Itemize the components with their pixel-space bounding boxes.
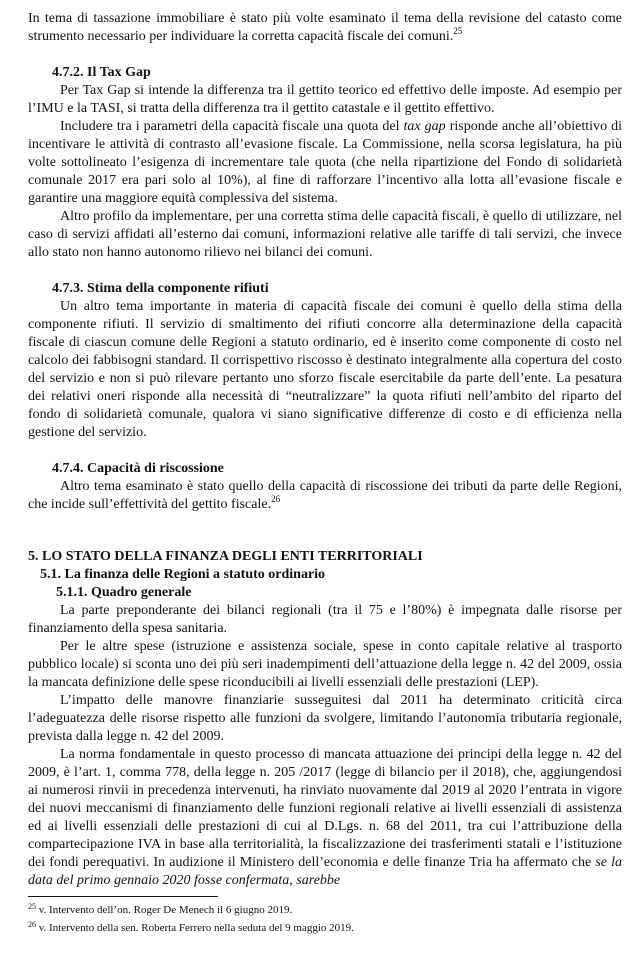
finanza-paragraph-4: La norma fondamentale in questo processo di mancata attuazione dei principi della legge n. 42 del 2009, è l’art. 1, comma 778, della legge n. 205 /2017 (legge di bilancio per il 2018), che, aggiungendosi ai numerosi rinvii in precedenza intervenuti, ha rinviato nuovamente dal 2019 al 2020 l’entrata in vigore dei nuovi meccanismi di finanziamento delle funzioni regionali relative ai livelli essenziali di assistenza ed ai livelli essenziali delle prestazioni di cui al D.Lgs. n. 68 del 2011, tra cui l’attribuzione della compartecipazione IVA in base alla territorialità, la fiscalizzazione dei trasferimenti statali e l’istituzione dei fondi perequativi. In audizione il Ministero dell’economia e delle finanze Tria ha affermato che se la data del primo gennaio 2020 fosse confermata, sarebbe <box>28 747 622 888</box>
section-4-7-2-title: 4.7.2. Il Tax Gap <box>52 65 151 80</box>
document-page <box>28 10 622 890</box>
footnotes <box>28 896 622 937</box>
tax-gap-paragraph-3: Altro profilo da implementare, per una corretta stima delle capacità fiscali, è quello di utilizzare, nel caso di servizi affidati all’esterno dai comuni, informazioni relative alle tariffe di tali servizi, che invece allo stato non hanno autonomo rilievo nei bilanci dei comuni. <box>28 209 622 260</box>
section-4-7-4-title: 4.7.4. Capacità di riscossione <box>52 461 224 476</box>
intro-paragraph: In tema di tassazione immobiliare è stato più volte esaminato il tema della revisione del catasto come strumento necessario per individuare la corretta capacità fiscale dei comuni.$^{25}$ <box>28 11 622 44</box>
footnote-25: $^{25}$ v. Intervento dell’on. Roger De Menech il 6 giugno 2019. <box>28 902 293 916</box>
rifiuti-paragraph: Un altro tema importante in materia di capacità fiscale dei comuni è quello della stima della componente rifiuti. Il servizio di smaltimento dei rifiuti concorre alla determinazione della capacità fiscale di ciascun comune delle Regioni a statuto ordinario, ed è inserito come componente di costo nel calcolo dei fabbisogni standard. Il corrispettivo riscosso è destinato integralmente alla copertura del costo del servizio e non si può rilevare pertanto uno sforzo fiscale esercitabile da parte dell’ente. La pesatura dei relativi oneri risponde alla necessità di “neutralizzare” la quota rifiuti nell’ambito del riparto del fondo di solidarietà comunale, qualora vi siano significative differenze di costo e di efficienza nella gestione del servizio. <box>28 299 622 440</box>
tax-gap-paragraph-1: Per Tax Gap si intende la differenza tra il gettito teorico ed effettivo delle imposte. Ad esempio per l’IMU e la TASI, si tratta della differenza tra il gettito catastale e il gettito effettivo. <box>28 83 622 116</box>
footnote-divider <box>28 896 218 897</box>
footnote-ref-25[interactable]: 25 <box>453 26 463 36</box>
section-5-1-title: 5.1. La finanza delle Regioni a statuto ordinario <box>40 567 326 582</box>
finanza-paragraph-3: L’impatto delle manovre finanziarie susseguitesi dal 2011 ha determinato criticità circa l’adeguatezza delle risorse rispetto alle funzioni da svolgere, limitando l’autonomia tributaria regionale, prevista dalla legge n. 42 del 2009. <box>28 693 622 744</box>
section-5-title: 5. LO STATO DELLA FINANZA DEGLI ENTI TERRITORIALI <box>28 549 423 564</box>
footnote-ref-26[interactable]: 26 <box>271 494 281 504</box>
tax-gap-paragraph-2: Includere tra i parametri della capacità fiscale una quota del tax gap risponde anche all’obiettivo di incentivare le attività di contrasto all’evasione fiscale. La Commissione, nella scorsa legislatura, ha più volte sottolineato l’esigenza di incrementare tale quota (che nella ripartizione del Fondo di solidarietà comunale 2017 era pari solo al 10%), al fine di rafforzare l’incentivo alla lotta all’evasione fiscale e garantire una maggiore equità complessiva del sistema. <box>28 119 622 206</box>
section-4-7-3-title: 4.7.3. Stima della componente rifiuti <box>52 281 269 296</box>
finanza-paragraph-1: La parte preponderante dei bilanci regionali (tra il 75 e l’80%) è impegnata dalle risorse per finanziamento della spesa sanitaria. <box>28 603 622 636</box>
riscossione-paragraph: Altro tema esaminato è stato quello della capacità di riscossione dei tributi da parte delle Regioni, che incide sull’effettività del gettito fiscale.$^{26}$ <box>28 479 622 512</box>
section-5-1-1-title: 5.1.1. Quadro generale <box>56 585 192 600</box>
footnote-26: $^{26}$ v. Intervento della sen. Roberta Ferrero nella seduta del 9 maggio 2019. <box>28 920 354 934</box>
finanza-paragraph-2: Per le altre spese (istruzione e assistenza sociale, spese in conto capitale relative al trasporto pubblico locale) si sconta uno dei più seri inadempimenti dell’attuazione della legge n. 42 del 2009, ossia la mancata definizione delle spese riconducibili ai livelli essenziali delle prestazioni (LEP). <box>28 639 622 690</box>
